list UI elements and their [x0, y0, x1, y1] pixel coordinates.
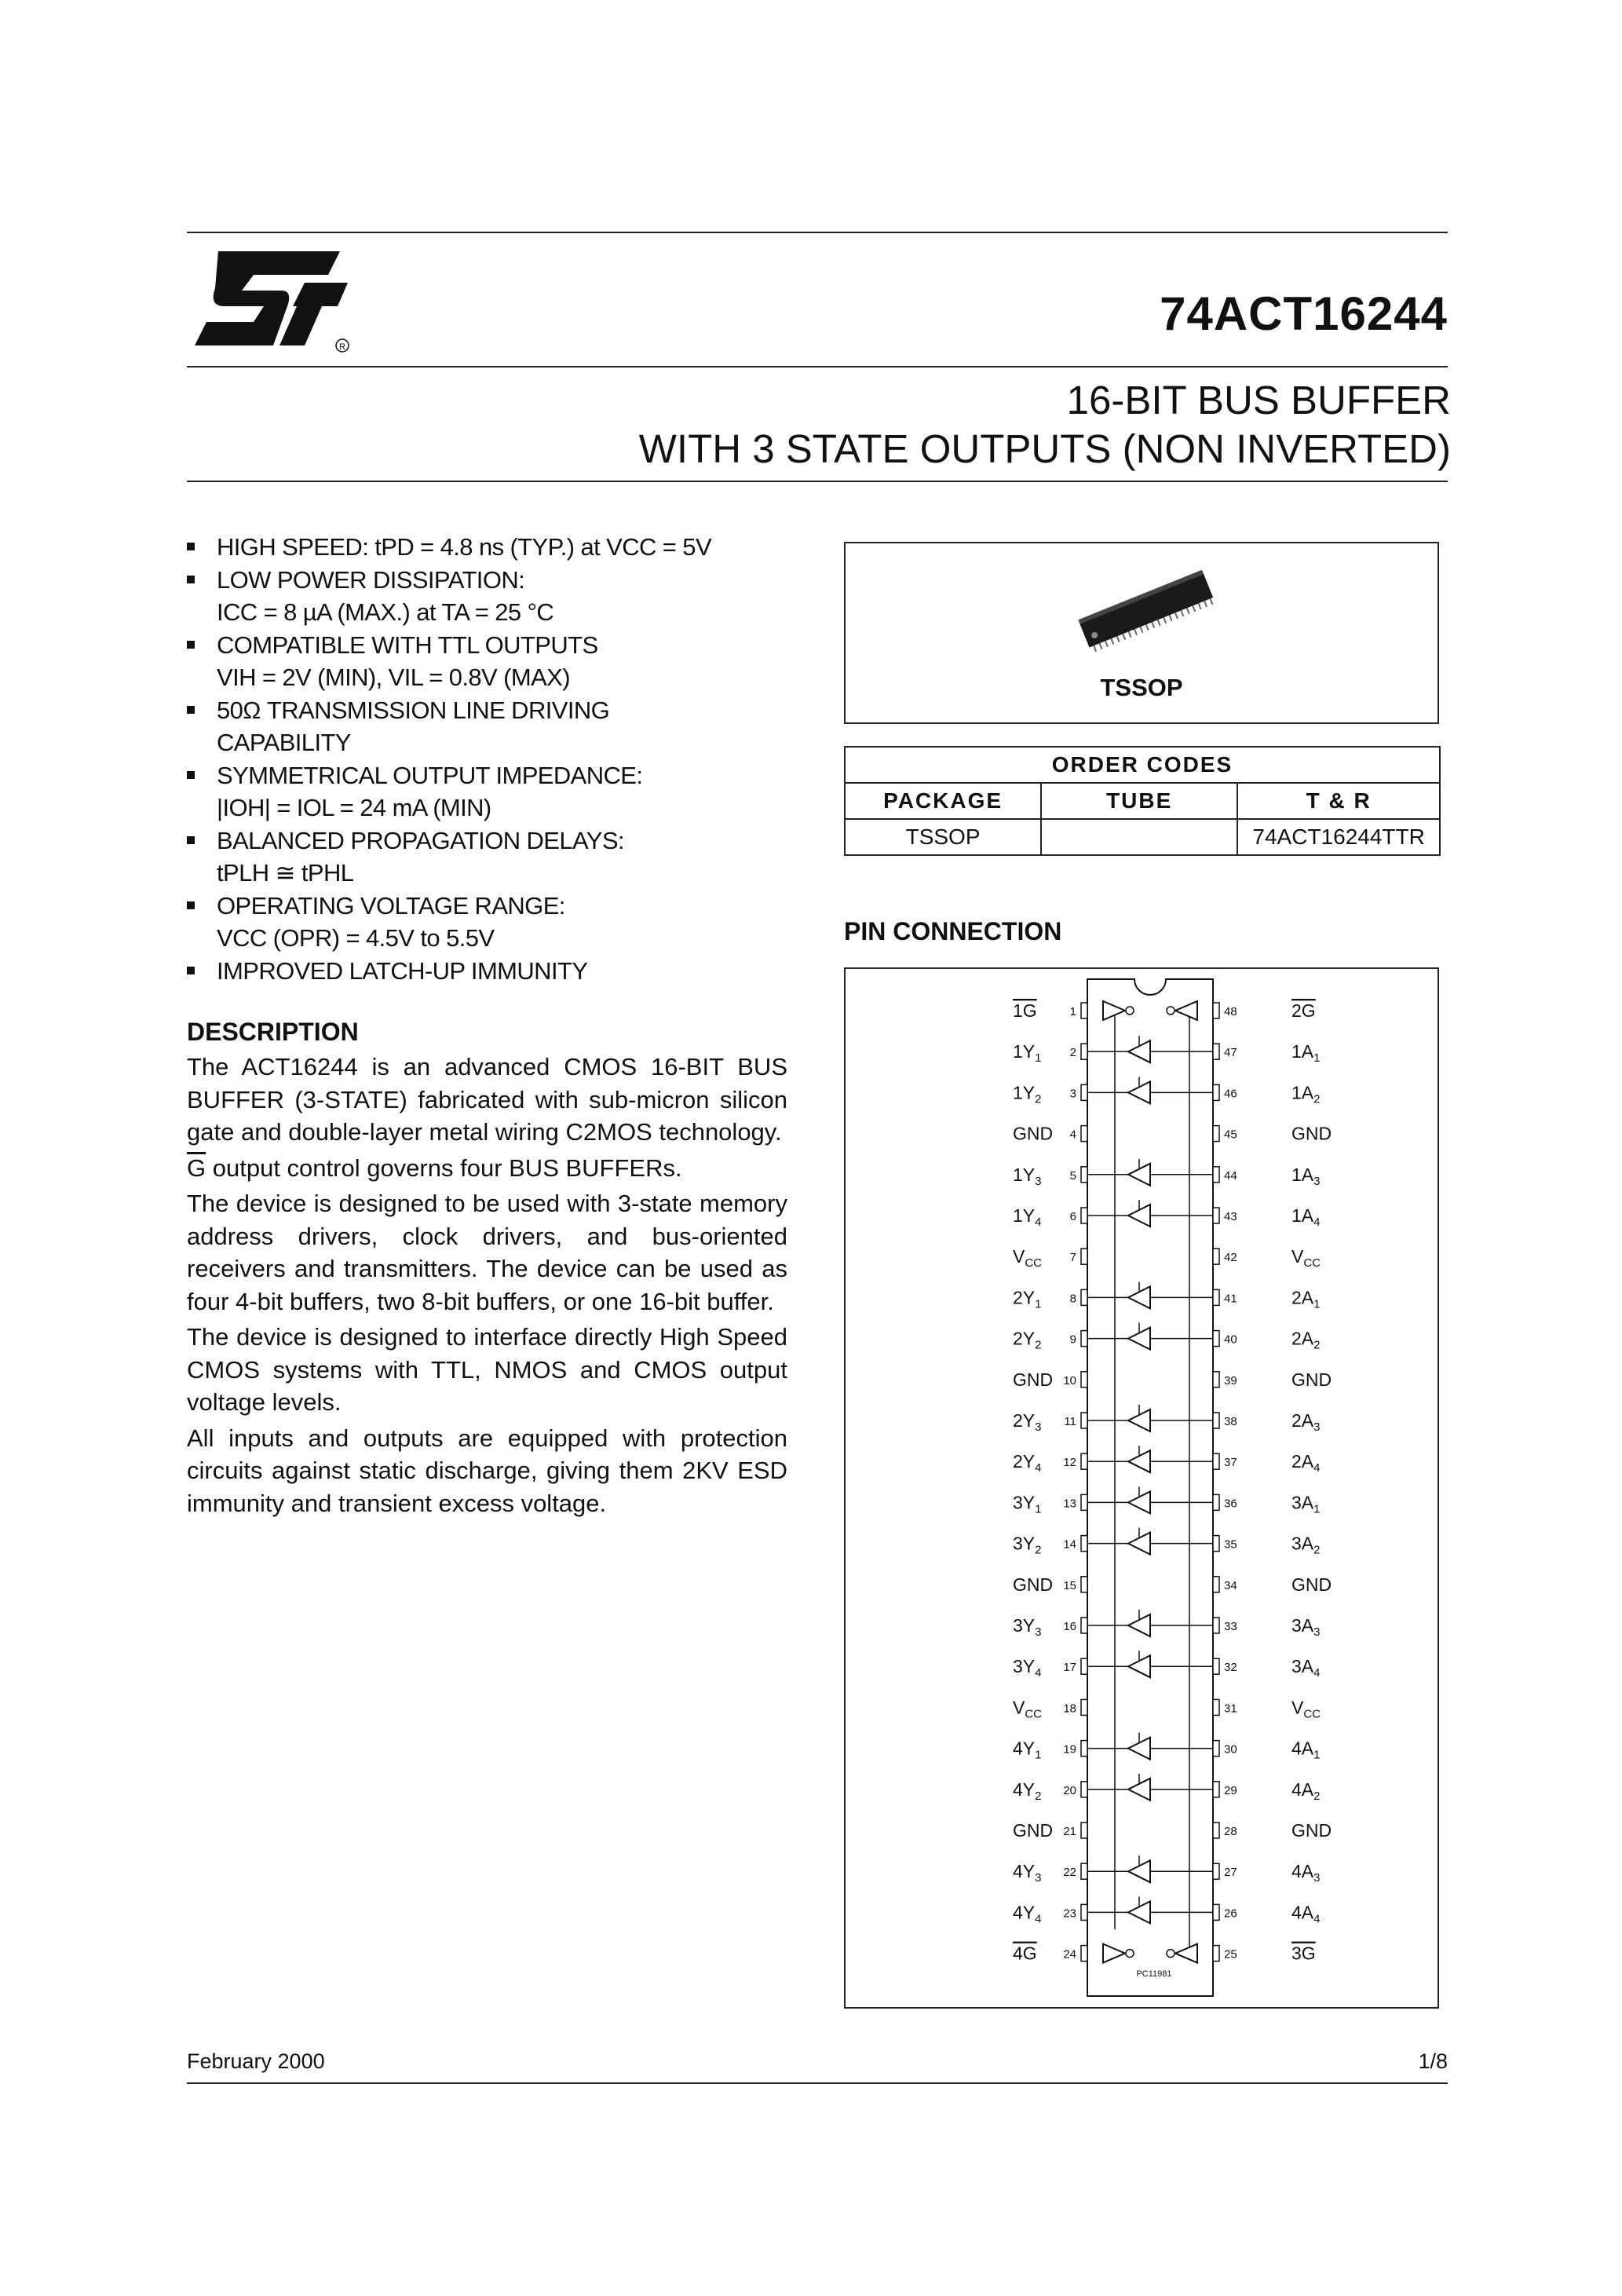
- description-paragraph: $\overline{G}$ output control governs four BUS BUFFERs.: [187, 1153, 682, 1182]
- feature-item: LOW POWER DISSIPATION:: [187, 564, 815, 597]
- pin-number-left: 16: [1063, 1620, 1076, 1633]
- column-header: T & R: [1237, 783, 1440, 819]
- pin-left: [1081, 1946, 1087, 1961]
- pin-number-right: 34: [1224, 1578, 1237, 1592]
- footer-page-number: 1/8: [1418, 2049, 1448, 2073]
- pin-label-left: $4Y_2$: [1013, 1779, 1042, 1803]
- pin-label-right: $3A_2$: [1291, 1533, 1321, 1557]
- pin-label-right: $3A_1$: [1291, 1492, 1321, 1516]
- pin-right: [1213, 1249, 1219, 1264]
- pin-label-right: $4A_4$: [1291, 1902, 1321, 1926]
- pin-label-left: 1G: [1013, 1000, 1037, 1021]
- pin-number-right: 32: [1224, 1661, 1237, 1675]
- pin-label-left: $4Y_3$: [1013, 1861, 1042, 1885]
- pin-number-left: 13: [1063, 1497, 1076, 1511]
- pin-label-left: $3Y_4$: [1013, 1656, 1042, 1680]
- pin-number-right: 26: [1224, 1907, 1237, 1921]
- column-header: PACKAGE: [845, 783, 1041, 819]
- feature-item: SYMMETRICAL OUTPUT IMPEDANCE:: [187, 759, 815, 792]
- pin-left: [1081, 1904, 1087, 1920]
- pin-number-right: 37: [1224, 1456, 1237, 1470]
- pin-right: [1213, 1618, 1219, 1633]
- pin-number-right: 31: [1224, 1702, 1237, 1716]
- pin-label-left: GND: [1013, 1574, 1054, 1595]
- pin-right: [1213, 1289, 1219, 1305]
- feature-item: |IOH| = IOL = 24 mA (MIN): [217, 794, 491, 821]
- bullet-icon: [187, 576, 195, 583]
- description-paragraph: The ACT16244 is an advanced CMOS 16-BIT BUS BUFFER (3-STATE) fabricated with sub-micron silicon gate and double-layer metal wiring C2MOS technology.: [187, 1053, 787, 1146]
- pin-right: [1213, 1946, 1219, 1961]
- pin-label-right: $1A_3$: [1291, 1164, 1321, 1188]
- pin-label-right: 2G: [1291, 1000, 1316, 1021]
- pin-left: [1081, 1249, 1087, 1264]
- control-buffer-triangle: [1175, 1001, 1197, 1020]
- pin-number-right: 39: [1224, 1373, 1237, 1387]
- feature-item: BALANCED PROPAGATION DELAYS:: [187, 824, 815, 857]
- pin-left: [1081, 1003, 1087, 1018]
- pin-label-right: $2A_2$: [1291, 1328, 1321, 1352]
- pin-number-left: 10: [1063, 1373, 1076, 1387]
- pin-label-left: $V_{CC}$: [1013, 1697, 1043, 1721]
- inversion-bubble: [1126, 1950, 1134, 1958]
- pin-label-right: $1A_4$: [1291, 1205, 1321, 1229]
- pin-number-right: 27: [1224, 1866, 1237, 1880]
- pin-number-right: 47: [1224, 1046, 1237, 1060]
- pin-left: [1081, 1413, 1087, 1428]
- pin-number-right: 41: [1224, 1292, 1237, 1306]
- st-logo: [187, 245, 360, 355]
- pin-label-right: $4A_1$: [1291, 1738, 1321, 1762]
- pin-right: [1213, 1699, 1219, 1715]
- pin-number-left: 19: [1063, 1742, 1076, 1757]
- pin-right: [1213, 1823, 1219, 1838]
- pin-left: [1081, 1699, 1087, 1715]
- pin-number-right: 45: [1224, 1128, 1237, 1142]
- feature-item: VIH = 2V (MIN), VIL = 0.8V (MAX): [217, 664, 570, 691]
- pin-label-left: $1Y_4$: [1013, 1205, 1042, 1229]
- pin-left: [1081, 1289, 1087, 1305]
- pin-left: [1081, 1782, 1087, 1797]
- description-heading: DESCRIPTION: [187, 1018, 359, 1046]
- pin-number-right: 42: [1224, 1251, 1237, 1265]
- pin-number-left: 4: [1069, 1128, 1076, 1142]
- table-cell: 74ACT16244TTR: [1237, 819, 1440, 855]
- pin-label-left: $4Y_4$: [1013, 1902, 1042, 1926]
- pin-right: [1213, 1536, 1219, 1552]
- figure-id: PC11981: [1136, 1969, 1172, 1979]
- pin-number-left: 18: [1063, 1702, 1076, 1716]
- inversion-bubble: [1167, 1007, 1174, 1015]
- feature-item: 50Ω TRANSMISSION LINE DRIVING: [187, 694, 815, 727]
- order-codes-table: [844, 746, 1441, 856]
- pin-right: [1213, 1494, 1219, 1510]
- column-header: TUBE: [1041, 783, 1237, 819]
- table-title: ORDER CODES: [845, 747, 1440, 783]
- pin-number-left: 5: [1069, 1168, 1076, 1183]
- pin-label-left: $3Y_1$: [1013, 1492, 1042, 1516]
- inversion-bubble: [1167, 1950, 1174, 1958]
- pin-number-right: 43: [1224, 1210, 1237, 1223]
- pin-number-left: 21: [1063, 1825, 1076, 1838]
- pin-number-left: 11: [1064, 1415, 1076, 1428]
- pin-label-left: 4G: [1013, 1943, 1037, 1964]
- pin-number-left: 6: [1069, 1210, 1076, 1223]
- pin-label-left: GND: [1013, 1369, 1054, 1390]
- pin-right: [1213, 1372, 1219, 1387]
- svg-text:R: R: [339, 342, 345, 352]
- pin-left: [1081, 1126, 1087, 1142]
- pin-number-right: 25: [1224, 1947, 1237, 1961]
- control-buffer-triangle: [1103, 1001, 1125, 1020]
- pin-number-right: 38: [1224, 1415, 1237, 1428]
- pin-label-left: $1Y_3$: [1013, 1164, 1042, 1188]
- pin-label-left: $4Y_1$: [1013, 1738, 1042, 1762]
- pin-label-left: $3Y_3$: [1013, 1615, 1042, 1639]
- pin-connection-heading: PIN CONNECTION: [844, 917, 1062, 945]
- pin-right: [1213, 1044, 1219, 1059]
- pin-left: [1081, 1331, 1087, 1347]
- g-overline: $\overline{G}$: [187, 1153, 206, 1182]
- pin-number-right: 40: [1224, 1333, 1237, 1347]
- pin-label-right: $V_{CC}$: [1291, 1246, 1321, 1270]
- pin-number-right: 28: [1224, 1825, 1237, 1838]
- bullet-icon: [187, 901, 195, 909]
- pin-label-left: $2Y_2$: [1013, 1328, 1042, 1352]
- footer-date: February 2000: [187, 2049, 325, 2073]
- pin-left: [1081, 1084, 1087, 1100]
- pin-label-right: $1A_2$: [1291, 1082, 1321, 1106]
- footer-rule: [187, 2082, 1448, 2084]
- pin-left: [1081, 1208, 1087, 1223]
- bullet-icon: [187, 706, 195, 714]
- table-cell: [1041, 819, 1237, 855]
- pin-left: [1081, 1536, 1087, 1552]
- pin-diagram: [844, 967, 1439, 2009]
- table-row: [845, 819, 1440, 855]
- pin-label-left: GND: [1013, 1123, 1054, 1144]
- pin-number-right: 35: [1224, 1537, 1237, 1552]
- pin-number-left: 22: [1063, 1866, 1076, 1880]
- pin-left: [1081, 1372, 1087, 1387]
- pin-left: [1081, 1823, 1087, 1838]
- pin-left: [1081, 1741, 1087, 1757]
- part-number: 74ACT16244: [1160, 287, 1448, 340]
- pin-label-right: GND: [1291, 1574, 1332, 1595]
- feature-item: ICC = 8 µA (MAX.) at TA = 25 °C: [217, 598, 554, 626]
- chip-body: [1087, 979, 1213, 1996]
- pin-right: [1213, 1863, 1219, 1879]
- pin-number-left: 12: [1063, 1456, 1076, 1470]
- pin-label-left: GND: [1013, 1820, 1054, 1841]
- pin-label-left: $1Y_2$: [1013, 1082, 1042, 1106]
- feature-list: [187, 531, 815, 987]
- pin-left: [1081, 1044, 1087, 1059]
- pin-label-right: $1A_1$: [1291, 1041, 1321, 1066]
- bullet-icon: [187, 771, 195, 779]
- control-buffer-triangle: [1175, 1944, 1197, 1963]
- pin-right: [1213, 1413, 1219, 1428]
- pin-right: [1213, 1003, 1219, 1018]
- pin-label-right: $2A_3$: [1291, 1410, 1321, 1434]
- pin-left: [1081, 1658, 1087, 1674]
- pin-right: [1213, 1208, 1219, 1223]
- pin-right: [1213, 1904, 1219, 1920]
- pin-number-left: 8: [1069, 1292, 1076, 1306]
- pin-number-left: 20: [1063, 1783, 1076, 1797]
- feature-item: COMPATIBLE WITH TTL OUTPUTS: [187, 629, 815, 662]
- pin-label-left: $V_{CC}$: [1013, 1246, 1043, 1270]
- pin-label-right: $2A_1$: [1291, 1287, 1321, 1311]
- title-rule: [187, 481, 1448, 482]
- pin-number-right: 44: [1224, 1168, 1237, 1183]
- pin-label-right: GND: [1291, 1369, 1332, 1390]
- pin-left: [1081, 1863, 1087, 1879]
- pin-label-right: $V_{CC}$: [1291, 1697, 1321, 1721]
- pin-number-right: 36: [1224, 1497, 1237, 1511]
- pin-left: [1081, 1577, 1087, 1592]
- feature-item: VCC (OPR) = 4.5V to 5.5V: [217, 924, 495, 952]
- pin-right: [1213, 1167, 1219, 1183]
- pin-label-left: $1Y_1$: [1013, 1041, 1042, 1066]
- pin-right: [1213, 1741, 1219, 1757]
- package-label: TSSOP: [1100, 674, 1183, 701]
- pin-right: [1213, 1126, 1219, 1142]
- pin-label-right: $4A_2$: [1291, 1779, 1321, 1803]
- description-body: [187, 1051, 787, 1523]
- header-rule: [187, 366, 1448, 367]
- control-buffer-triangle: [1103, 1944, 1125, 1963]
- pin-right: [1213, 1782, 1219, 1797]
- pin-label-left: $2Y_4$: [1013, 1451, 1042, 1475]
- pin-label-right: $3A_3$: [1291, 1615, 1321, 1639]
- bullet-icon: [187, 641, 195, 649]
- inversion-bubble: [1126, 1007, 1134, 1015]
- description-paragraph: The device is designed to interface directly High Speed CMOS systems with TTL, NMOS and CMOS output voltage levels.: [187, 1323, 787, 1416]
- table-header-row: [845, 783, 1440, 819]
- pin-label-left: $2Y_1$: [1013, 1287, 1042, 1311]
- feature-item: IMPROVED LATCH-UP IMMUNITY: [187, 955, 815, 988]
- title-line-1: 16-BIT BUS BUFFER: [1066, 378, 1451, 422]
- pin-left: [1081, 1618, 1087, 1633]
- pin-number-left: 3: [1069, 1087, 1076, 1101]
- feature-item: OPERATING VOLTAGE RANGE:: [187, 890, 815, 923]
- pin-number-left: 23: [1063, 1907, 1076, 1921]
- feature-item: HIGH SPEED: tPD = 4.8 ns (TYP.) at VCC = 5V: [187, 531, 815, 564]
- pin-right: [1213, 1577, 1219, 1592]
- pin-number-right: 46: [1224, 1087, 1237, 1101]
- pin-right: [1213, 1453, 1219, 1469]
- pin-label-right: 3G: [1291, 1943, 1316, 1964]
- title-line-2: WITH 3 STATE OUTPUTS (NON INVERTED): [638, 426, 1451, 471]
- pin-left: [1081, 1453, 1087, 1469]
- pin-label-right: GND: [1291, 1820, 1332, 1841]
- pin-left: [1081, 1167, 1087, 1183]
- pin-label-right: $3A_4$: [1291, 1656, 1321, 1680]
- bullet-icon: [187, 836, 195, 844]
- bullet-icon: [187, 967, 195, 974]
- bullet-icon: [187, 543, 195, 550]
- pin-right: [1213, 1331, 1219, 1347]
- pin-number-left: 9: [1069, 1333, 1076, 1347]
- pin-number-left: 17: [1063, 1661, 1076, 1675]
- table-title-row: [845, 747, 1440, 783]
- description-paragraph: All inputs and outputs are equipped with protection circuits against static discharge, giving them 2KV ESD immunity and transient excess voltage.: [187, 1424, 787, 1517]
- table-cell: TSSOP: [845, 819, 1041, 855]
- pin-label-right: GND: [1291, 1123, 1332, 1144]
- pin-number-left: 2: [1069, 1046, 1076, 1060]
- pin-number-left: 1: [1069, 1005, 1076, 1018]
- pin-right: [1213, 1084, 1219, 1100]
- description-paragraph: The device is designed to be used with 3-state memory address drivers, clock drivers, and bus-oriented receivers and transmitters. The device can be used as four 4-bit buffers, two 8-bit buffers, or one 16-bit buffer.: [187, 1190, 787, 1315]
- top-rule: [187, 232, 1448, 233]
- pin-number-right: 33: [1224, 1620, 1237, 1633]
- pin-number-left: 14: [1063, 1537, 1076, 1552]
- pin-right: [1213, 1658, 1219, 1674]
- feature-item: tPLH ≅ tPHL: [217, 859, 354, 887]
- feature-item: CAPABILITY: [217, 729, 351, 756]
- pin-number-left: 15: [1063, 1578, 1076, 1592]
- pin-number-right: 30: [1224, 1742, 1237, 1757]
- pin-number-right: 29: [1224, 1783, 1237, 1797]
- pin-label-left: $2Y_3$: [1013, 1410, 1042, 1434]
- pin-number-right: 48: [1224, 1005, 1237, 1018]
- pin-number-left: 24: [1063, 1947, 1076, 1961]
- pin-number-left: 7: [1069, 1251, 1076, 1265]
- pin-label-right: $2A_4$: [1291, 1451, 1321, 1475]
- pin-label-right: $4A_3$: [1291, 1861, 1321, 1885]
- tssop-package-image: [1064, 559, 1229, 661]
- pin-label-left: $3Y_2$: [1013, 1533, 1042, 1557]
- pin-left: [1081, 1494, 1087, 1510]
